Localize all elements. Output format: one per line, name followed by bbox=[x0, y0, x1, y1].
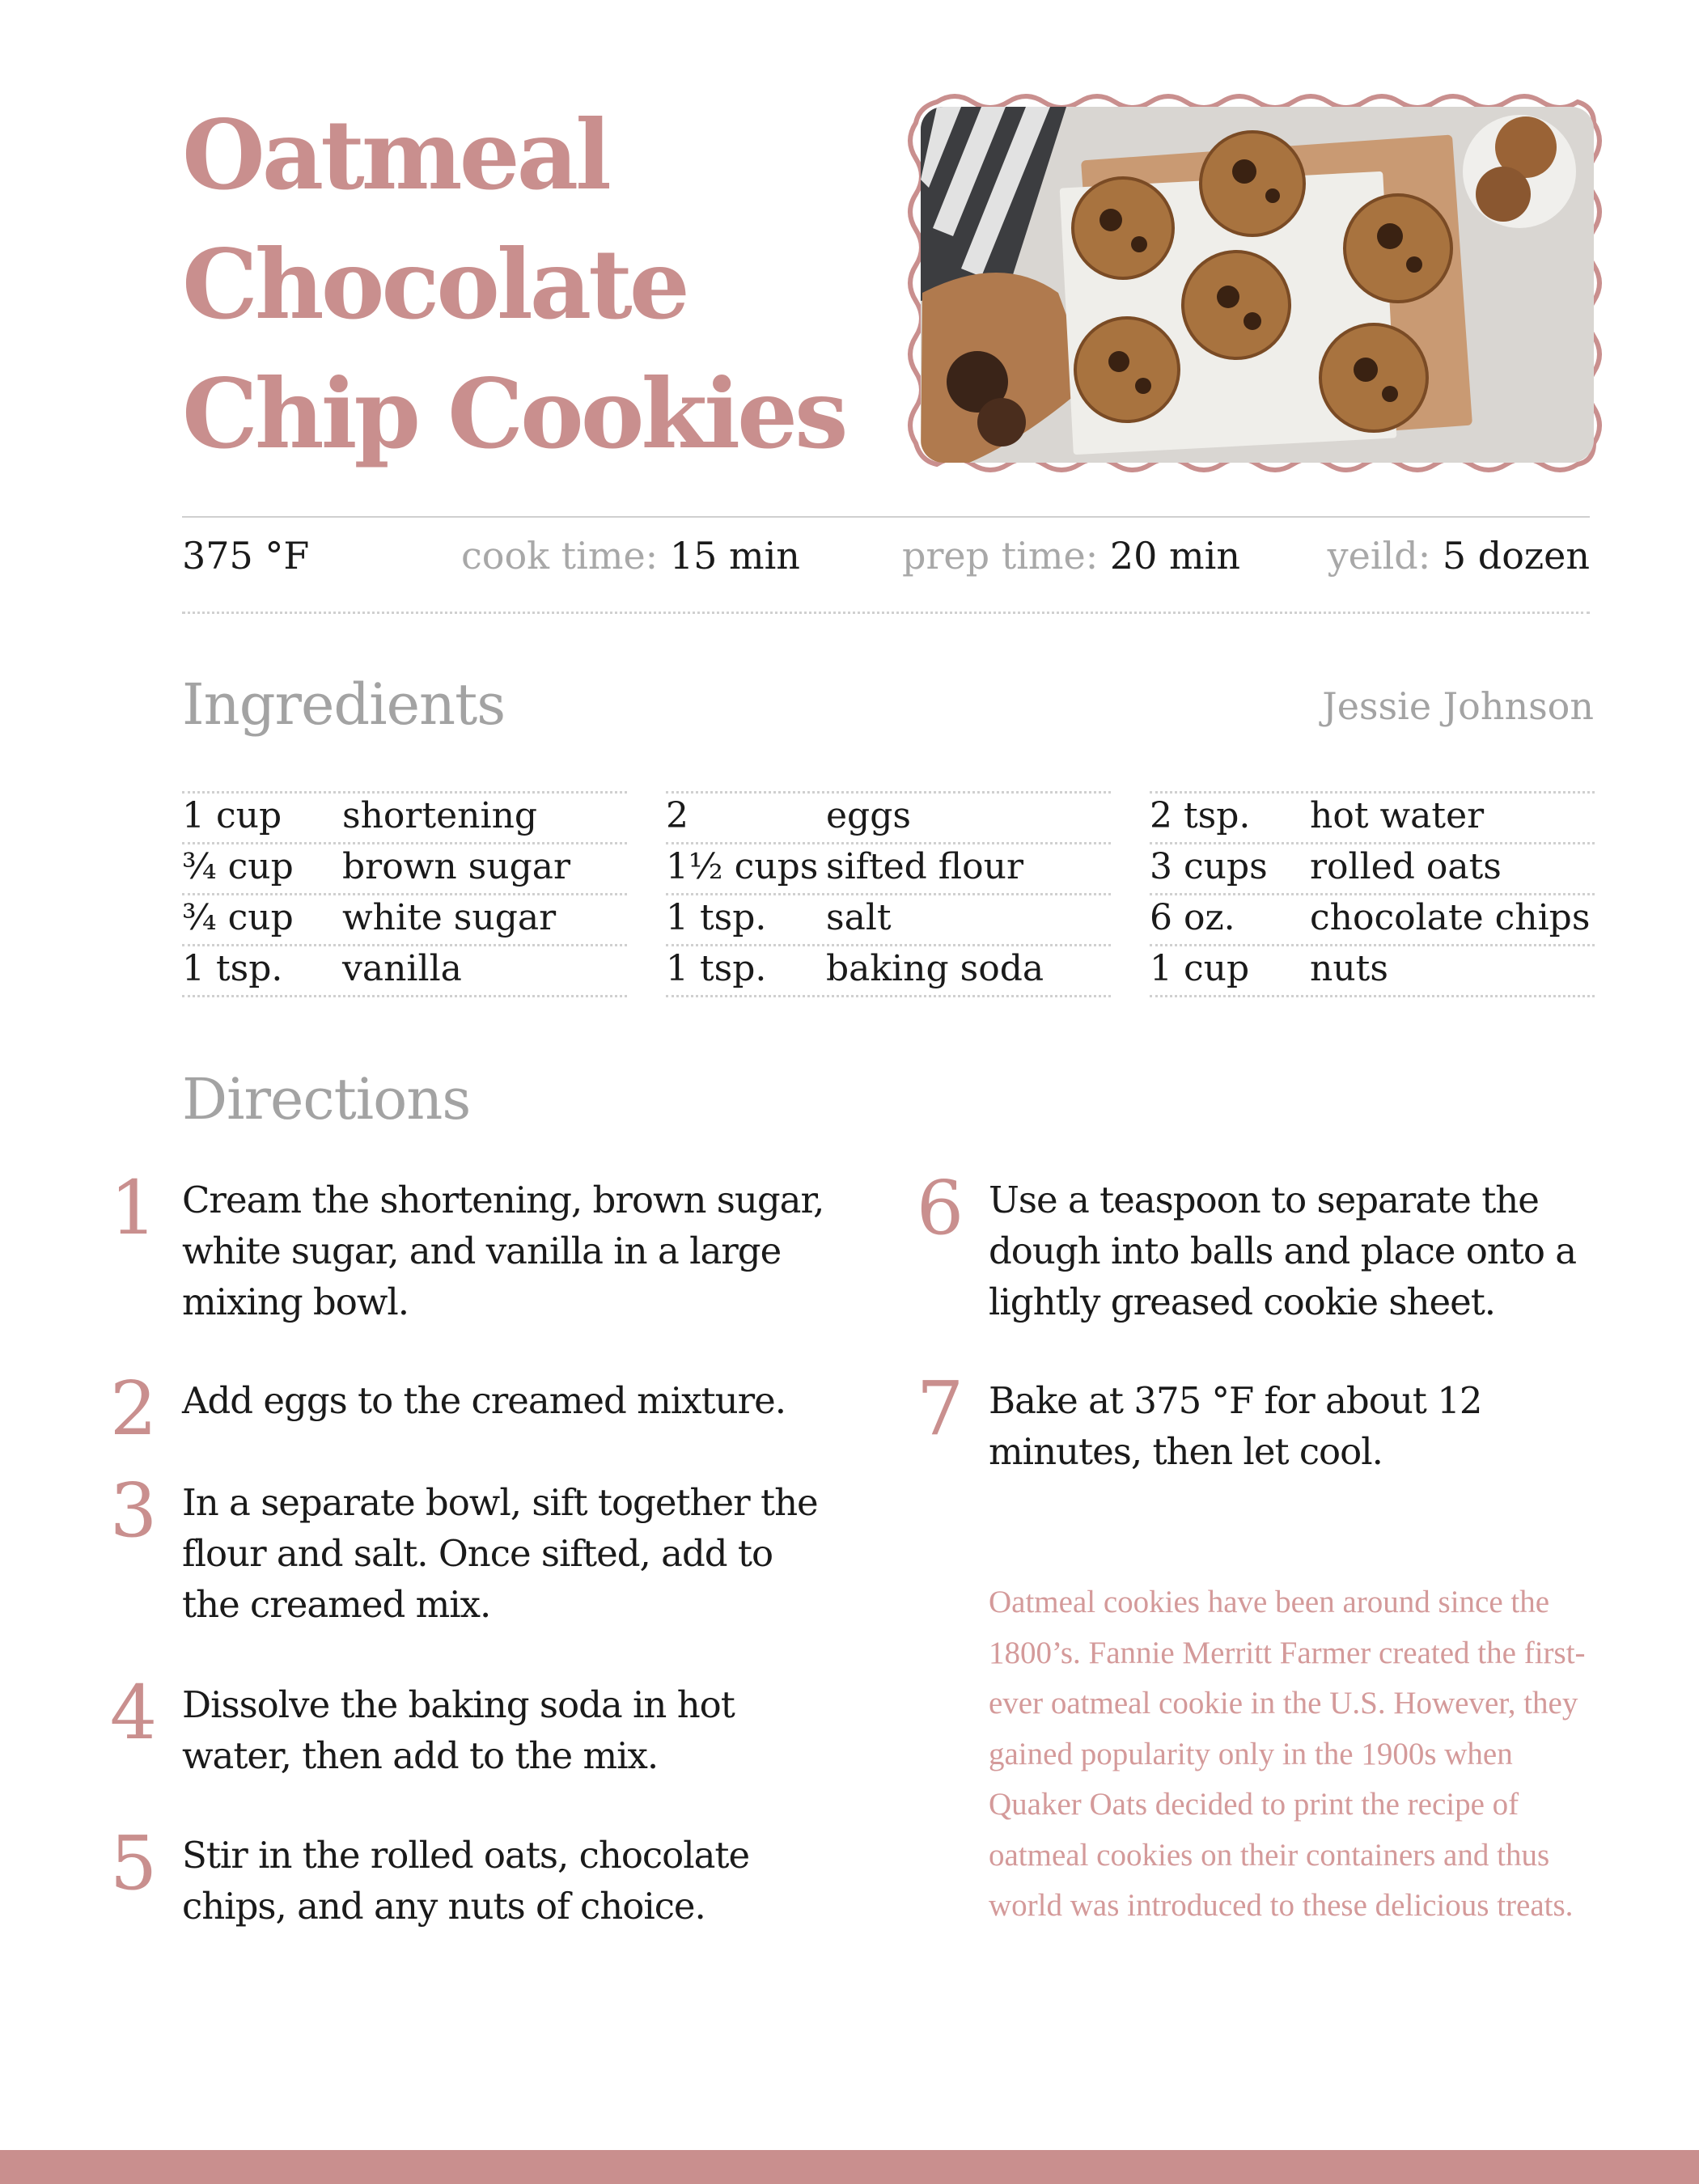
recipe-author: Jessie Johnson bbox=[1322, 684, 1594, 728]
step-number: 5 bbox=[109, 1820, 158, 1907]
ingredient-item: chocolate chips bbox=[1310, 897, 1591, 938]
prep-time-stat bbox=[902, 534, 1240, 578]
ingredient-item: sifted flour bbox=[826, 846, 1024, 887]
ingredient-qty: 1 tsp. bbox=[666, 948, 767, 989]
ingredient-row bbox=[182, 844, 627, 895]
footer-bar bbox=[0, 2150, 1699, 2184]
ingredient-qty: 2 bbox=[666, 795, 688, 836]
ingredient-row bbox=[182, 791, 627, 844]
ingredient-row bbox=[666, 844, 1111, 895]
step-number: 6 bbox=[916, 1165, 964, 1251]
prep-time-value: 20 min bbox=[1109, 534, 1241, 578]
direction-step bbox=[916, 1165, 1636, 1327]
ingredients-column-3 bbox=[1150, 791, 1595, 997]
ingredient-item: baking soda bbox=[826, 948, 1044, 989]
step-text: In a separate bowl, sift together the flour and salt. Once sifted, add to the creamed mix. bbox=[182, 1481, 818, 1626]
ingredient-row bbox=[182, 946, 627, 997]
ingredient-item: nuts bbox=[1310, 948, 1388, 989]
ingredient-qty: ¾ cup bbox=[182, 897, 294, 938]
directions-heading: Directions bbox=[182, 1066, 471, 1132]
temperature-stat bbox=[182, 534, 309, 578]
direction-step bbox=[109, 1365, 829, 1452]
step-text: Dissolve the baking soda in hot water, then add to the mix. bbox=[182, 1683, 735, 1777]
ingredient-qty: ¾ cup bbox=[182, 846, 294, 887]
direction-step bbox=[109, 1165, 829, 1327]
ingredient-row bbox=[666, 791, 1111, 844]
ingredient-row bbox=[666, 895, 1111, 946]
ingredients-heading: Ingredients bbox=[182, 671, 506, 738]
ingredient-item: brown sugar bbox=[342, 846, 571, 887]
ingredient-row bbox=[1150, 844, 1595, 895]
direction-step bbox=[916, 1365, 1636, 1477]
title-line: Chip Cookies bbox=[182, 358, 845, 470]
direction-step bbox=[109, 1670, 829, 1781]
ingredient-row bbox=[182, 895, 627, 946]
ingredient-qty: 1 cup bbox=[182, 795, 282, 836]
prep-time-label: prep time: bbox=[902, 534, 1099, 578]
direction-step bbox=[109, 1820, 829, 1932]
yield-value: 5 dozen bbox=[1442, 534, 1590, 578]
ingredient-row bbox=[1150, 895, 1595, 946]
recipe-stats bbox=[182, 534, 1590, 590]
ingredient-qty: 2 tsp. bbox=[1150, 795, 1251, 836]
step-number: 1 bbox=[109, 1165, 158, 1251]
cook-time-stat bbox=[461, 534, 800, 578]
stats-divider bbox=[182, 612, 1590, 614]
step-text: Use a teaspoon to separate the dough into balls and place onto a lightly greased cookie sheet. bbox=[989, 1179, 1577, 1323]
ingredient-qty: 1½ cups bbox=[666, 846, 819, 887]
ingredient-item: shortening bbox=[342, 795, 538, 836]
step-number: 7 bbox=[916, 1365, 964, 1452]
cookie-photo bbox=[905, 91, 1610, 479]
ingredient-row bbox=[666, 946, 1111, 997]
cook-time-value: 15 min bbox=[669, 534, 800, 578]
ingredient-qty: 1 tsp. bbox=[182, 948, 283, 989]
step-text: Cream the shortening, brown sugar, white sugar, and vanilla in a large mixing bowl. bbox=[182, 1179, 824, 1323]
step-number: 2 bbox=[109, 1365, 158, 1452]
step-text: Add eggs to the creamed mixture. bbox=[182, 1379, 786, 1422]
ingredient-qty: 6 oz. bbox=[1150, 897, 1235, 938]
ingredient-item: vanilla bbox=[342, 948, 462, 989]
yield-stat bbox=[1328, 534, 1590, 578]
ingredients-column-2 bbox=[666, 791, 1111, 997]
temperature-value: 375 °F bbox=[182, 534, 310, 578]
ingredient-item: hot water bbox=[1310, 795, 1485, 836]
ingredient-item: rolled oats bbox=[1310, 846, 1502, 887]
ingredient-row bbox=[1150, 946, 1595, 997]
ingredient-row bbox=[1150, 791, 1595, 844]
ingredient-qty: 1 cup bbox=[1150, 948, 1250, 989]
yield-label: yeild: bbox=[1327, 534, 1431, 578]
ingredient-item: salt bbox=[826, 897, 892, 938]
step-text: Stir in the rolled oats, chocolate chips, and any nuts of choice. bbox=[182, 1834, 750, 1928]
ingredient-qty: 3 cups bbox=[1150, 846, 1268, 887]
step-text: Bake at 375 °F for about 12 minutes, then let cool. bbox=[989, 1379, 1482, 1473]
history-note: Oatmeal cookies have been around since the 1800’s. Fannie Merritt Farmer created the first-ever oatmeal cookie in the U.S. However, they gained popularity only in the 1900s when Quaker Oats decided to print the recipe of oatmeal cookies on their containers and thus world was introduced to these delicious treats. bbox=[989, 1585, 1586, 1923]
ingredient-qty: 1 tsp. bbox=[666, 897, 767, 938]
ingredient-item: eggs bbox=[826, 795, 911, 836]
cook-time-label: cook time: bbox=[461, 534, 659, 578]
direction-step bbox=[109, 1467, 829, 1630]
recipe-title bbox=[182, 91, 894, 479]
header-divider bbox=[182, 516, 1590, 518]
title-line: Chocolate bbox=[182, 228, 687, 341]
title-line: Oatmeal bbox=[182, 99, 608, 211]
ingredients-column-1 bbox=[182, 791, 627, 997]
step-number: 3 bbox=[109, 1467, 158, 1554]
ingredient-item: white sugar bbox=[342, 897, 557, 938]
step-number: 4 bbox=[109, 1670, 158, 1756]
cookie-photo-illustration bbox=[905, 91, 1610, 479]
